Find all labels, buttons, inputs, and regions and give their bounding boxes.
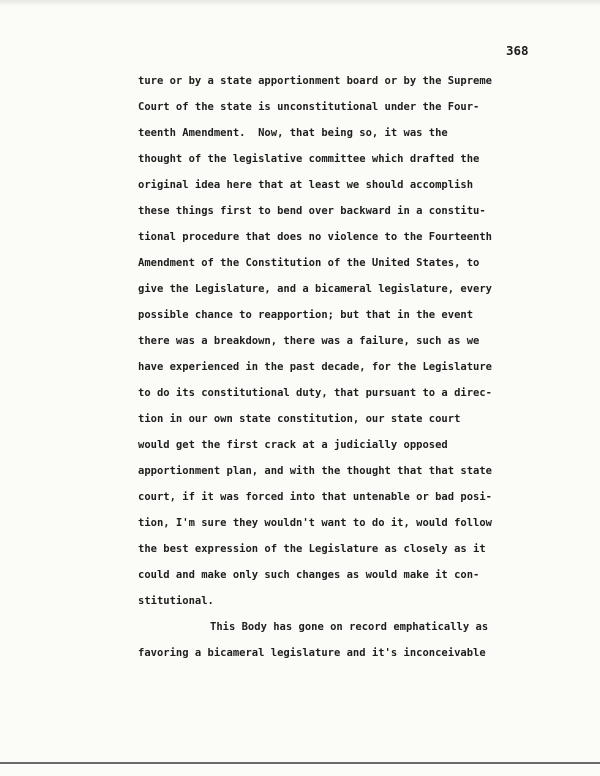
page-number: 368 <box>506 43 529 58</box>
text-line: ture or by a state apportionment board or by the Supreme <box>138 75 493 87</box>
text-line: there was a breakdown, there was a failure, such as we <box>138 335 480 347</box>
text-line: Amendment of the Constitution of the United States, to <box>138 257 480 269</box>
text-line: apportionment plan, and with the thought that that state <box>138 465 493 477</box>
transcript-body <box>138 68 578 666</box>
text-line: would get the first crack at a judicially opposed <box>138 439 448 451</box>
paragraph-first-line: This Body has gone on record emphatically as <box>210 621 489 633</box>
text-line: these things first to bend over backward in a constitu- <box>138 205 486 217</box>
text-line: give the Legislature, and a bicameral legislature, every <box>138 283 493 295</box>
text-line: Court of the state is unconstitutional under the Four- <box>138 101 480 113</box>
text-line: the best expression of the Legislature as closely as it <box>138 543 486 555</box>
text-line: thought of the legislative committee which drafted the <box>138 153 480 165</box>
page-top-edge <box>0 0 600 6</box>
text-line: tional procedure that does no violence to the Fourteenth <box>138 231 493 243</box>
text-line: possible chance to reapportion; but that in the event <box>138 309 474 321</box>
page-bottom-rule <box>0 762 600 764</box>
text-line: teenth Amendment. Now, that being so, it was the <box>138 127 448 139</box>
text-line: tion, I'm sure they wouldn't want to do it, would follow <box>138 517 493 529</box>
text-line: stitutional. <box>138 595 214 607</box>
text-line: to do its constitutional duty, that pursuant to a direc- <box>138 387 493 399</box>
text-line: could and make only such changes as would make it con- <box>138 569 480 581</box>
text-line: tion in our own state constitution, our state court <box>138 413 461 425</box>
text-line: court, if it was forced into that untenable or bad posi- <box>138 491 493 503</box>
text-line: original idea here that at least we should accomplish <box>138 179 474 191</box>
text-line: favoring a bicameral legislature and it's inconceivable <box>138 647 486 659</box>
text-line: have experienced in the past decade, for the Legislature <box>138 361 493 373</box>
